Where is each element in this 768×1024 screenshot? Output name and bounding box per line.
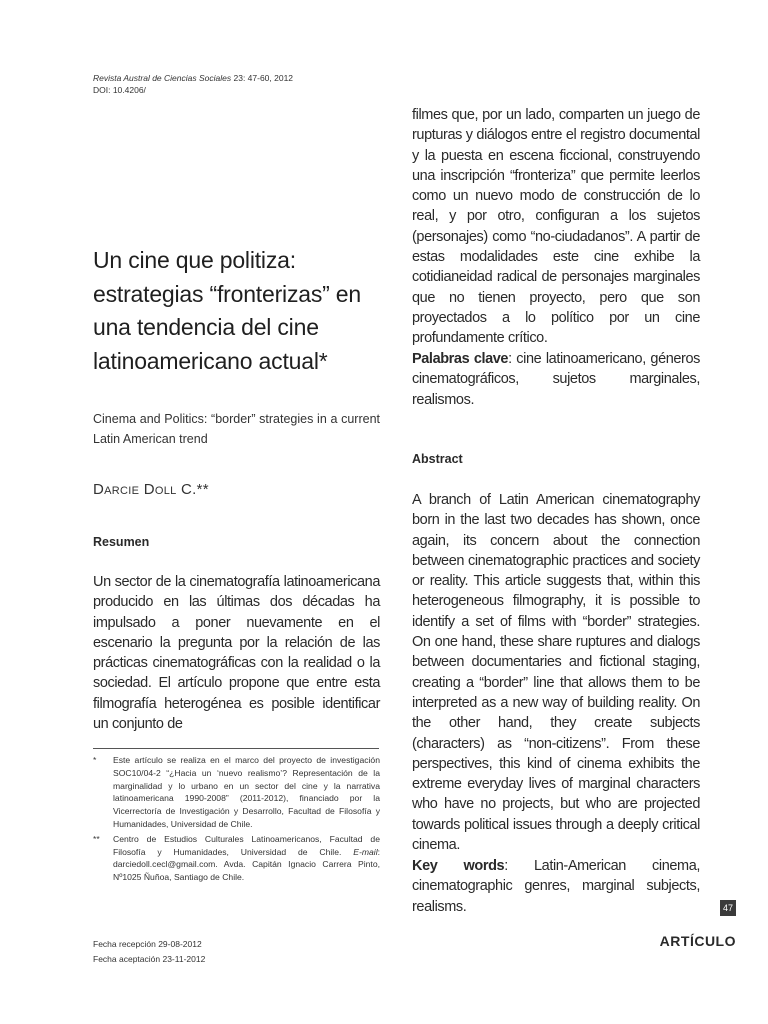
- palabras-clave-text: : cine latinoamericano, géneros cinematográficos, sujetos marginales, realismos.: [412, 351, 701, 408]
- section-label: ARTÍCULO: [659, 933, 736, 949]
- palabras-clave-label: Palabras clave: [412, 351, 509, 367]
- article-title: Un cine que politiza: estrategias “fronterizas” en una tendencia del cine latinoamericano actual*: [93, 247, 361, 374]
- footnote-mark: *: [93, 755, 97, 765]
- footnote-contact: : darciedoll.cecl@gmail.com. Avda. Capitán Ignacio Carrera Pinto, Nº1025 Ñuñoa, Santiago de Chile.: [113, 846, 380, 883]
- key-words-text: : Latin-American cinema, cinematographic genres, marginal subjects, realisms.: [412, 858, 700, 915]
- resumen-continuation: filmes que, por un lado, comparten un juego de rupturas y diálogos entre el registro documental y la puesta en escena ficcional, construyendo una inscripción “fronteriza” que permite leerlos como un nuevo modo de construcción de lo real, y por otro, configuran a los sujetos (personajes) como “no-ciudadanos”. A partir de estas modalidades este cine exhibe la cotidianeidad radical de personajes marginales que no tienen proyecto, pero que son proyectados a lo político por un cine profundamente crítico.: [412, 107, 700, 347]
- abstract-heading: Abstract: [412, 452, 463, 466]
- journal-citation-line: [93, 72, 293, 84]
- footnote-1: [93, 754, 380, 831]
- footnote-email-label: E-mail: [353, 846, 378, 857]
- footnote-text: [113, 833, 380, 884]
- key-words-label: Key words: [412, 858, 505, 874]
- resumen-text: Un sector de la cinematografía latinoamericana producido en las últimas dos décadas ha impulsado a poner nuevamente en el escenario la pregunta por la relación de las prácticas cinematográficas con la realidad o la sociedad. El artículo propone que entre esta filmografía heterogénea es posible identificar un conjunto de: [93, 574, 380, 733]
- author-name: [93, 481, 209, 498]
- article-subtitle: Cinema and Politics: “border” strategies in a current Latin American trend: [93, 412, 380, 446]
- footnotes: [93, 754, 380, 886]
- key-words: [412, 856, 700, 917]
- abstract-text: A branch of Latin American cinematography born in the last two decades has shown, once again, its concern about the connection between cinematographic practices and society or reality. This article suggests that, within this heterogeneous filmography, it is possible to identify a set of films with “border” strategies. On one hand, these share ruptures and dialogs between documentaries and fictional staging, creating a “border” line that allows them to be interpreted as a new way of building reality. On the other hand, they create subjects (characters) as “non-citizens”. From these perspectives, this kind of cinema exhibits the extreme everyday lives of marginal characters who have no projects, but who are projected towards political issues through a deeply critical cinema.: [412, 492, 700, 854]
- journal-citation: 23: 47-60, 2012: [233, 73, 294, 83]
- journal-doi: DOI: 10.4206/: [93, 85, 146, 95]
- date-received: Fecha recepción 29-08-2012: [93, 939, 202, 949]
- footnote-divider: [93, 748, 379, 749]
- footnote-text: Este artículo se realiza en el marco del proyecto de investigación SOC10/04-2 “¿Hacia un ‘nuevo realismo’? Representación de la marginalidad y lo urbano en un sector del cine y la narrativa latinoamericana 1990-2008” (2011-2012), financiado por la Vicerrectoría de Investigación y Desarrollo, Facultad de Filosofía y Humanidades, Universidad de Chile.: [113, 755, 380, 829]
- footnote-2: [93, 833, 380, 884]
- palabras-clave: [412, 349, 700, 410]
- journal-name: Revista Austral de Ciencias Sociales: [93, 73, 232, 83]
- date-accepted: Fecha aceptación 23-11-2012: [93, 954, 206, 964]
- page-number: 47: [720, 900, 736, 916]
- resumen-heading: Resumen: [93, 535, 150, 549]
- journal-header: [93, 72, 293, 96]
- footnote-affiliation: Centro de Estudios Culturales Latinoamericanos, Facultad de Filosofía y Humanidades, Universidad de Chile.: [113, 833, 380, 857]
- submission-dates: [93, 937, 205, 967]
- footnote-mark: **: [93, 833, 100, 844]
- author-text: Darcie Doll C.**: [93, 481, 209, 498]
